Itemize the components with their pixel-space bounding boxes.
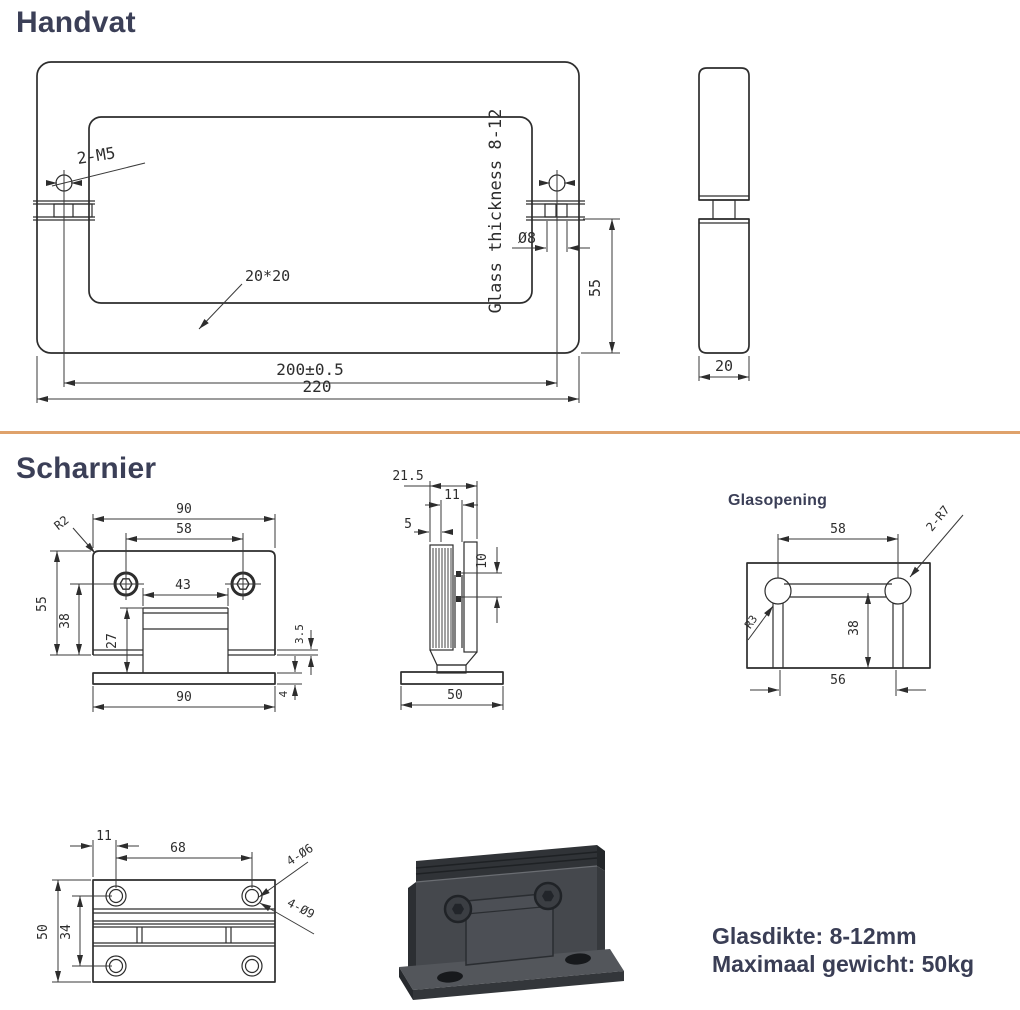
below-glass-height-dimension — [581, 219, 620, 353]
svg-text:4-Ø6: 4-Ø6 — [283, 840, 316, 869]
glasopening-view-title: Glasopening — [728, 492, 828, 509]
plan-holes — [106, 886, 262, 976]
svg-text:58: 58 — [830, 522, 846, 537]
svg-text:11: 11 — [444, 488, 460, 503]
svg-text:R2: R2 — [51, 512, 72, 533]
render-screw-right — [535, 883, 561, 909]
svg-text:90: 90 — [176, 502, 192, 517]
tube-width-dimension — [699, 356, 749, 381]
svg-text:4-Ø9: 4-Ø9 — [284, 895, 317, 922]
screw-callout-leader — [52, 163, 145, 186]
svg-text:43: 43 — [175, 578, 191, 593]
svg-text:220: 220 — [302, 377, 332, 396]
render-screw-left — [445, 896, 471, 922]
svg-text:4: 4 — [277, 690, 290, 698]
spec-max-weight: Maximaal gewicht: 50kg — [712, 951, 975, 977]
section-divider — [0, 431, 1020, 434]
handle-front-view — [33, 62, 620, 403]
handvat-section-title: Handvat — [16, 6, 136, 39]
hinge-side-base — [401, 672, 503, 684]
glass-cutout — [765, 578, 911, 668]
svg-text:68: 68 — [170, 841, 186, 856]
svg-text:55: 55 — [586, 278, 604, 298]
scharnier-section-title: Scharnier — [16, 452, 157, 485]
handle-screw-left — [46, 170, 82, 387]
svg-text:50: 50 — [36, 924, 51, 940]
product-specs — [712, 922, 974, 978]
svg-text:5: 5 — [404, 517, 412, 532]
handle-side-view — [699, 68, 749, 381]
svg-text:21.5: 21.5 — [392, 469, 424, 484]
handle-inner-outline — [89, 117, 532, 303]
svg-text:38: 38 — [847, 620, 862, 636]
svg-text:50: 50 — [447, 688, 463, 703]
svg-text:Ø8: Ø8 — [517, 229, 537, 247]
svg-text:55: 55 — [35, 596, 50, 612]
svg-text:200±0.5: 200±0.5 — [276, 360, 344, 379]
svg-text:58: 58 — [176, 522, 192, 537]
hinge-3d-render — [399, 845, 624, 1000]
tube-size-label: 20*20 — [245, 267, 291, 285]
svg-text:27: 27 — [105, 633, 120, 649]
svg-text:11: 11 — [96, 829, 112, 844]
hinge-base-plate — [93, 673, 275, 684]
hinge-screw-right — [225, 568, 261, 600]
spec-glass-thickness: Glasdikte: 8-12mm — [712, 923, 917, 949]
hinge-plan-view — [36, 829, 317, 982]
hinge-front-view — [35, 502, 318, 712]
glass-opening-view — [742, 503, 963, 696]
hinge-side-view — [392, 469, 503, 710]
svg-text:38: 38 — [58, 613, 73, 629]
svg-text:10: 10 — [475, 553, 490, 569]
svg-text:90: 90 — [176, 690, 192, 705]
handle-screw-right — [539, 170, 575, 387]
svg-text:34: 34 — [59, 924, 74, 940]
svg-text:3.5: 3.5 — [293, 624, 306, 644]
tube-size-leader — [199, 284, 242, 329]
screw-callout-label: 2-M5 — [75, 143, 117, 168]
svg-text:20: 20 — [714, 357, 734, 375]
svg-text:56: 56 — [830, 673, 846, 688]
glass-thickness-note: Glass thickness 8-12 — [486, 108, 506, 314]
svg-text:2-R7: 2-R7 — [923, 502, 953, 535]
svg-text:R3: R3 — [742, 612, 761, 632]
